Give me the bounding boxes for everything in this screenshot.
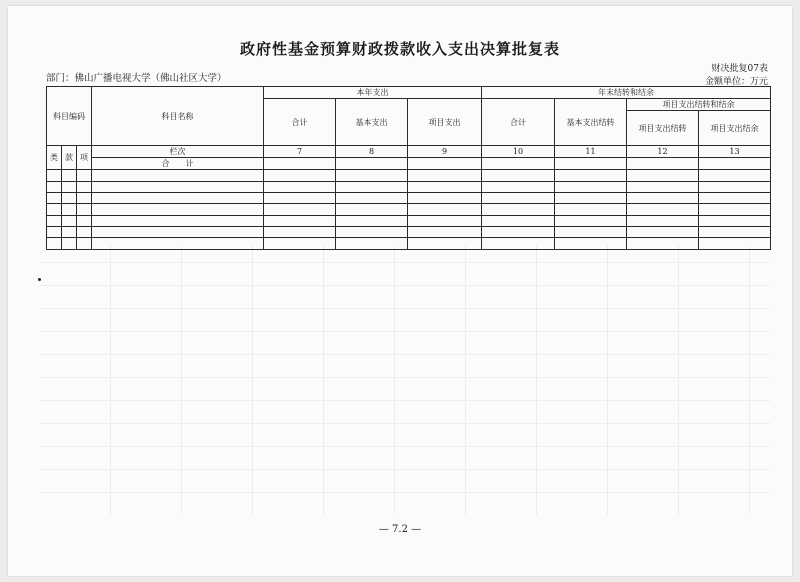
table-cell	[92, 238, 264, 250]
table-cell	[408, 216, 482, 227]
table-cell	[77, 193, 92, 204]
table-cell	[555, 170, 627, 182]
table-cell	[62, 193, 77, 204]
table-cell	[62, 204, 77, 216]
table-cell	[336, 170, 408, 182]
table-cell	[264, 170, 336, 182]
page-number: — 7.2 —	[378, 524, 422, 535]
column-index-label: 栏次	[92, 146, 264, 158]
table-cell	[482, 227, 555, 238]
table-cell	[77, 170, 92, 182]
ink-speck	[38, 278, 41, 281]
table-cell	[627, 216, 699, 227]
table-cell	[699, 193, 771, 204]
col-num: 10	[482, 146, 555, 158]
col-num: 9	[408, 146, 482, 158]
table-cell	[482, 238, 555, 250]
header-year-end: 年末结转和结余	[482, 87, 771, 99]
table-cell	[47, 182, 62, 193]
amount-unit: 金额单位：万元	[704, 77, 768, 87]
table-cell	[408, 170, 482, 182]
table-cell	[77, 238, 92, 250]
header-subject-code: 科目编码	[47, 87, 92, 146]
sum-cell	[408, 158, 482, 170]
table-cell	[77, 182, 92, 193]
table-cell	[47, 238, 62, 250]
table-row	[47, 170, 771, 182]
table-cell	[336, 216, 408, 227]
table-cell	[264, 227, 336, 238]
table-cell	[92, 193, 264, 204]
header-total: 合计	[264, 99, 336, 146]
table-cell	[699, 170, 771, 182]
table-cell	[62, 238, 77, 250]
header-ye-basic: 基本支出结转	[555, 99, 627, 146]
sum-label: 合 计	[92, 158, 264, 170]
table-cell	[336, 238, 408, 250]
bleed-through-shadow	[40, 245, 770, 515]
table-cell	[336, 182, 408, 193]
table-cell	[555, 216, 627, 227]
table-cell	[264, 193, 336, 204]
table-cell	[264, 216, 336, 227]
table-row	[47, 193, 771, 204]
table-body	[47, 170, 771, 250]
col-num: 12	[627, 146, 699, 158]
page-title: 政府性基金预算财政拨款收入支出决算批复表	[239, 40, 560, 58]
table-cell	[699, 216, 771, 227]
table-cell	[482, 193, 555, 204]
table-cell	[482, 204, 555, 216]
table-cell	[699, 238, 771, 250]
table-cell	[627, 182, 699, 193]
table-cell	[408, 227, 482, 238]
table-cell	[77, 216, 92, 227]
header-ye-total: 合计	[482, 99, 555, 146]
header-basic: 基本支出	[336, 99, 408, 146]
col-num: 11	[555, 146, 627, 158]
table-cell	[92, 204, 264, 216]
table-cell	[699, 182, 771, 193]
table-cell	[92, 216, 264, 227]
table-cell	[62, 170, 77, 182]
table-cell	[47, 227, 62, 238]
table-cell	[92, 182, 264, 193]
header-project-surplus: 项目支出结余	[699, 111, 771, 146]
table-cell	[62, 227, 77, 238]
header-project: 项目支出	[408, 99, 482, 146]
table-cell	[47, 204, 62, 216]
table-cell	[47, 170, 62, 182]
col-num: 13	[699, 146, 771, 158]
col-num: 8	[336, 146, 408, 158]
table-cell	[47, 193, 62, 204]
table-row	[47, 216, 771, 227]
table-cell	[264, 204, 336, 216]
table-cell	[92, 227, 264, 238]
table-cell	[92, 170, 264, 182]
table-cell	[264, 182, 336, 193]
table-cell	[408, 182, 482, 193]
sum-cell	[264, 158, 336, 170]
table-cell	[627, 227, 699, 238]
table-cell	[555, 238, 627, 250]
table-cell	[47, 216, 62, 227]
table-cell	[555, 193, 627, 204]
sum-cell	[482, 158, 555, 170]
table-cell	[555, 182, 627, 193]
table-row	[47, 204, 771, 216]
table-cell	[482, 170, 555, 182]
col-num: 7	[264, 146, 336, 158]
header-project-carry: 项目支出结转和结余	[627, 99, 771, 111]
header-current-year: 本年支出	[264, 87, 482, 99]
table-cell	[627, 170, 699, 182]
table-cell	[482, 216, 555, 227]
table-cell	[77, 227, 92, 238]
table-cell	[62, 216, 77, 227]
table-row	[47, 227, 771, 238]
table-cell	[62, 182, 77, 193]
budget-table	[46, 86, 771, 250]
header-project-carry-forward: 项目支出结转	[627, 111, 699, 146]
sum-cell	[627, 158, 699, 170]
form-code: 财决批复07表	[711, 64, 768, 74]
table-cell	[555, 204, 627, 216]
table-cell	[482, 182, 555, 193]
table-cell	[699, 204, 771, 216]
table-cell	[627, 193, 699, 204]
header-subject-name: 科目名称	[92, 87, 264, 146]
table-cell	[408, 238, 482, 250]
table-row	[47, 238, 771, 250]
sum-cell	[555, 158, 627, 170]
table-cell	[264, 238, 336, 250]
header-cat: 类	[47, 146, 62, 170]
table-cell	[408, 193, 482, 204]
header-kuan: 款	[62, 146, 77, 170]
department-label: 部门：佛山广播电视大学（佛山社区大学）	[46, 73, 227, 84]
table-cell	[627, 238, 699, 250]
sum-cell	[699, 158, 771, 170]
header-xiang: 项	[77, 146, 92, 170]
table-cell	[336, 204, 408, 216]
table-cell	[408, 204, 482, 216]
table-cell	[77, 204, 92, 216]
table-cell	[555, 227, 627, 238]
table-cell	[627, 204, 699, 216]
table-cell	[336, 193, 408, 204]
table-cell	[336, 227, 408, 238]
table-cell	[699, 227, 771, 238]
sum-cell	[336, 158, 408, 170]
table-row	[47, 182, 771, 193]
